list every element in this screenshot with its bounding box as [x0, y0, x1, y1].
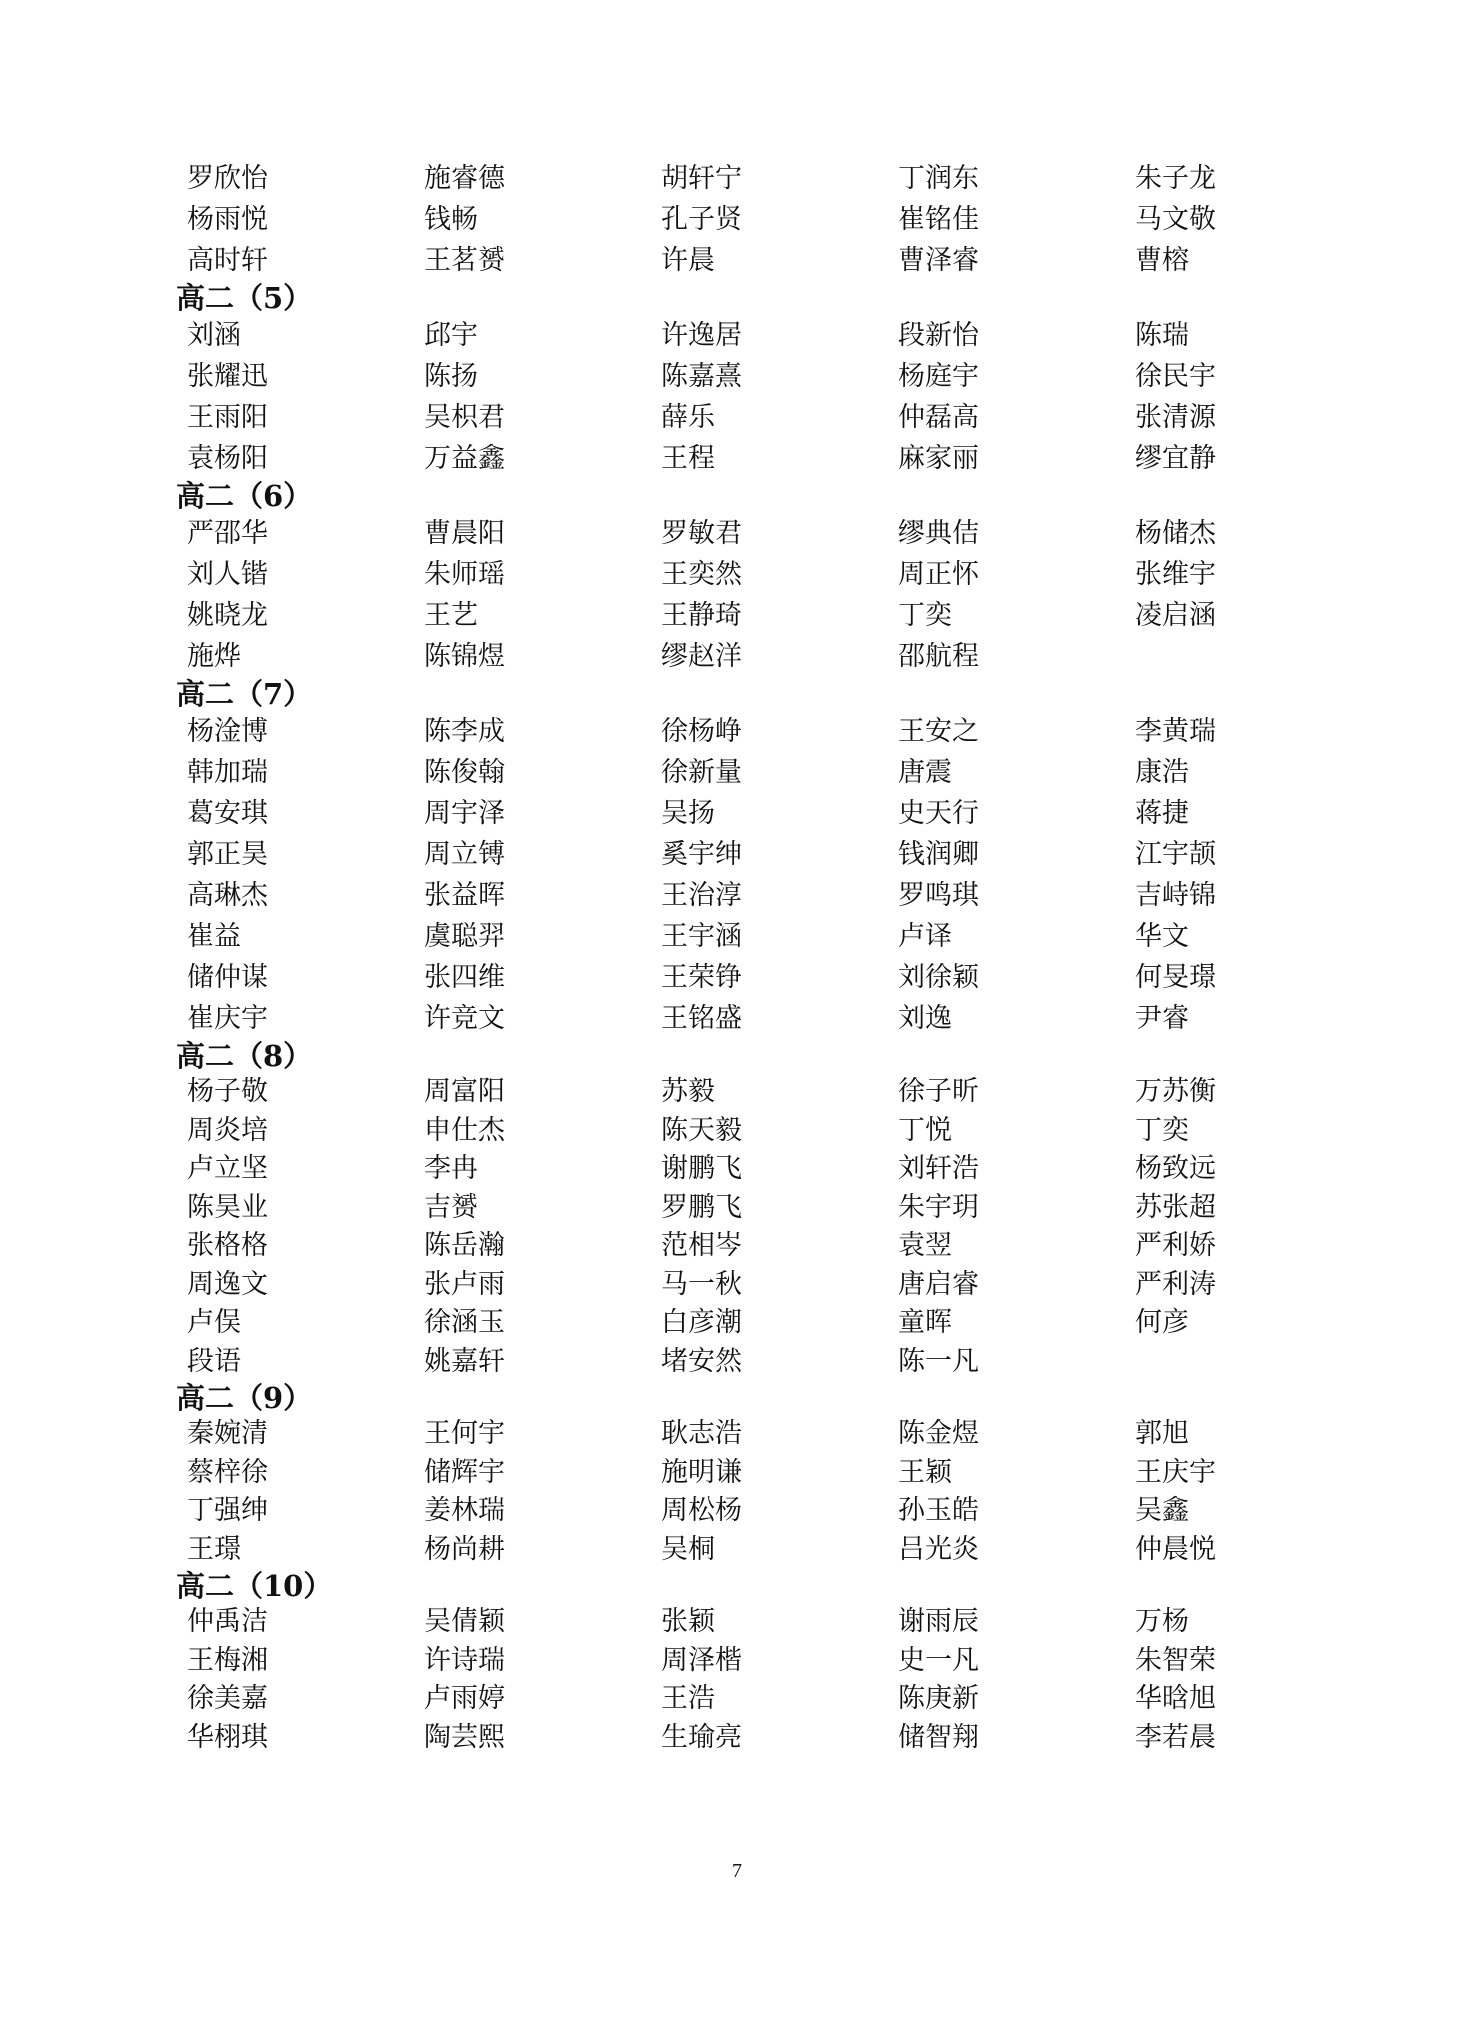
- student-name: 姜林瑞: [424, 1495, 505, 1527]
- class-heading: 高二（6）: [176, 479, 313, 513]
- student-name: 凌启涵: [1135, 599, 1216, 631]
- student-name: 范相岑: [661, 1230, 742, 1262]
- name-row: [176, 1454, 1376, 1493]
- student-name: 吕光炎: [898, 1533, 979, 1565]
- student-name: 王颖: [898, 1456, 952, 1488]
- name-row: [176, 957, 1376, 998]
- student-name: 王程: [661, 442, 715, 474]
- class-section: [176, 1381, 1376, 1569]
- student-name: 曹晨阳: [424, 517, 505, 549]
- student-name: 吉赟: [424, 1191, 478, 1223]
- student-name: 马文敬: [1135, 203, 1216, 235]
- student-name: 罗敏君: [661, 517, 742, 549]
- student-name: 王茗赟: [424, 244, 505, 276]
- name-row: [176, 595, 1376, 636]
- student-name: 苏张超: [1135, 1191, 1216, 1223]
- student-name: 陈扬: [424, 360, 478, 392]
- name-row: [176, 1680, 1376, 1719]
- class-section: [176, 158, 1376, 281]
- student-name: 王雨阳: [187, 401, 268, 433]
- student-name: 陈俊翰: [424, 756, 505, 788]
- student-name: 仲磊高: [898, 401, 979, 433]
- student-name: 高时轩: [187, 244, 268, 276]
- student-name: 薛乐: [661, 401, 715, 433]
- student-name: 陈嘉熹: [661, 360, 742, 392]
- student-name: 丁奕: [898, 599, 952, 631]
- student-name: 徐杨峥: [661, 715, 742, 747]
- student-name: 吴倩颖: [424, 1606, 505, 1638]
- student-name: 周炎培: [187, 1114, 268, 1146]
- student-name: 崔益: [187, 920, 241, 952]
- student-name: 储智翔: [898, 1721, 979, 1753]
- name-row: [176, 356, 1376, 397]
- student-name: 杨子敬: [187, 1076, 268, 1108]
- name-row: [176, 315, 1376, 356]
- student-name: 缪典佶: [898, 517, 979, 549]
- student-name: 陈锦煜: [424, 640, 505, 672]
- student-name: 生瑜亮: [661, 1721, 742, 1753]
- class-section: [176, 1039, 1376, 1381]
- student-name: 严邵华: [187, 517, 268, 549]
- student-name: 仲晨悦: [1135, 1533, 1216, 1565]
- name-row: [176, 834, 1376, 875]
- student-name: 刘涵: [187, 319, 241, 351]
- student-name: 尹睿: [1135, 1002, 1189, 1034]
- student-name: 罗鸣琪: [898, 879, 979, 911]
- student-name: 高琳杰: [187, 879, 268, 911]
- class-section: [176, 677, 1376, 1039]
- student-name: 许诗瑞: [424, 1644, 505, 1676]
- student-name: 蒋捷: [1135, 797, 1189, 829]
- student-name: 周立镈: [424, 838, 505, 870]
- student-name: 张维宇: [1135, 558, 1216, 590]
- student-name: 孔子贤: [661, 203, 742, 235]
- student-name: 严利娇: [1135, 1230, 1216, 1262]
- student-name: 李冉: [424, 1153, 478, 1185]
- name-row: [176, 711, 1376, 752]
- student-name: 吉峙锦: [1135, 879, 1216, 911]
- name-row: [176, 1227, 1376, 1266]
- student-name: 王庆宇: [1135, 1456, 1216, 1488]
- name-row: [176, 1266, 1376, 1305]
- name-row: [176, 513, 1376, 554]
- name-row: [176, 793, 1376, 834]
- student-name: 陈庚新: [898, 1683, 979, 1715]
- student-name: 王奕然: [661, 558, 742, 590]
- student-name: 王梅湘: [187, 1644, 268, 1676]
- student-name: 康浩: [1135, 756, 1189, 788]
- student-name: 王何宇: [424, 1418, 505, 1450]
- student-name: 徐子昕: [898, 1076, 979, 1108]
- student-name: 王艺: [424, 599, 478, 631]
- student-name: 张格格: [187, 1230, 268, 1262]
- student-name: 耿志浩: [661, 1418, 742, 1450]
- student-name: 丁奕: [1135, 1114, 1189, 1146]
- student-name: 丁润东: [898, 162, 979, 194]
- student-name: 张益晖: [424, 879, 505, 911]
- student-name: 曹榕: [1135, 244, 1189, 276]
- name-row: [176, 1189, 1376, 1228]
- student-name: 申仕杰: [424, 1114, 505, 1146]
- student-name: 袁翌: [898, 1230, 952, 1262]
- student-name: 朱子龙: [1135, 162, 1216, 194]
- name-row: [176, 1304, 1376, 1343]
- student-name: 郭正昊: [187, 838, 268, 870]
- student-name: 罗欣怡: [187, 162, 268, 194]
- student-name: 史天行: [898, 797, 979, 829]
- student-name: 唐震: [898, 756, 952, 788]
- name-row: [176, 636, 1376, 677]
- student-name: 王荣铮: [661, 961, 742, 993]
- student-name: 段语: [187, 1345, 241, 1377]
- student-name: 严利涛: [1135, 1268, 1216, 1300]
- name-row: [176, 875, 1376, 916]
- name-row: [176, 1719, 1376, 1758]
- student-name: 陶芸熙: [424, 1721, 505, 1753]
- name-row: [176, 438, 1376, 479]
- student-name: 朱宇玥: [898, 1191, 979, 1223]
- name-row: [176, 1415, 1376, 1454]
- student-name: 崔庆宇: [187, 1002, 268, 1034]
- student-name: 陈李成: [424, 715, 505, 747]
- student-name: 王铭盛: [661, 1002, 742, 1034]
- student-name: 史一凡: [898, 1644, 979, 1676]
- student-name: 徐美嘉: [187, 1683, 268, 1715]
- student-name: 陈昊业: [187, 1191, 268, 1223]
- class-section: [176, 1569, 1376, 1757]
- name-row: [176, 1531, 1376, 1570]
- student-name: 周宇泽: [424, 797, 505, 829]
- student-name: 周正怀: [898, 558, 979, 590]
- student-name: 华文: [1135, 920, 1189, 952]
- class-heading: 高二（10）: [176, 1569, 333, 1603]
- student-name: 段新怡: [898, 319, 979, 351]
- student-name: 谢雨辰: [898, 1606, 979, 1638]
- student-name: 杨庭宇: [898, 360, 979, 392]
- student-name: 华晗旭: [1135, 1683, 1216, 1715]
- student-name: 陈瑞: [1135, 319, 1189, 351]
- class-heading: 高二（8）: [176, 1039, 313, 1073]
- student-name: 苏毅: [661, 1076, 715, 1108]
- name-row: [176, 1603, 1376, 1642]
- student-name: 白彦潮: [661, 1307, 742, 1339]
- student-name: 张四维: [424, 961, 505, 993]
- class-section: [176, 479, 1376, 677]
- student-name: 王宇涵: [661, 920, 742, 952]
- student-name: 陈岳瀚: [424, 1230, 505, 1262]
- name-row: [176, 1642, 1376, 1681]
- student-name: 麻家丽: [898, 442, 979, 474]
- student-name: 朱师瑶: [424, 558, 505, 590]
- student-name: 周松杨: [661, 1495, 742, 1527]
- student-name: 吴桐: [661, 1533, 715, 1565]
- student-name: 许晨: [661, 244, 715, 276]
- student-name: 卢俣: [187, 1307, 241, 1339]
- student-name: 施烨: [187, 640, 241, 672]
- student-name: 江宇颉: [1135, 838, 1216, 870]
- student-name: 缪赵洋: [661, 640, 742, 672]
- name-row: [176, 240, 1376, 281]
- student-name: 王静琦: [661, 599, 742, 631]
- page-number: 7: [732, 1860, 742, 1882]
- student-name: 刘人锴: [187, 558, 268, 590]
- class-section: [176, 281, 1376, 479]
- student-name: 邵航程: [898, 640, 979, 672]
- student-name: 刘徐颖: [898, 961, 979, 993]
- name-row: [176, 752, 1376, 793]
- student-name: 姚嘉轩: [424, 1345, 505, 1377]
- student-name: 周泽楷: [661, 1644, 742, 1676]
- student-name: 徐民宇: [1135, 360, 1216, 392]
- student-name: 许竞文: [424, 1002, 505, 1034]
- student-name: 周富阳: [424, 1076, 505, 1108]
- name-row: [176, 916, 1376, 957]
- name-row: [176, 1343, 1376, 1382]
- class-heading: 高二（5）: [176, 281, 313, 315]
- name-row: [176, 998, 1376, 1039]
- student-name: 徐涵玉: [424, 1307, 505, 1339]
- student-name: 陈金煜: [898, 1418, 979, 1450]
- student-name: 陈天毅: [661, 1114, 742, 1146]
- name-row: [176, 1150, 1376, 1189]
- student-name: 卢立坚: [187, 1153, 268, 1185]
- student-name: 王璟: [187, 1533, 241, 1565]
- student-name: 杨储杰: [1135, 517, 1216, 549]
- student-name: 储仲谋: [187, 961, 268, 993]
- student-name: 张耀迅: [187, 360, 268, 392]
- name-row: [176, 397, 1376, 438]
- student-name: 杨尚耕: [424, 1533, 505, 1565]
- student-name: 李黄瑞: [1135, 715, 1216, 747]
- student-name: 孙玉皓: [898, 1495, 979, 1527]
- student-name: 唐启睿: [898, 1268, 979, 1300]
- student-name: 袁杨阳: [187, 442, 268, 474]
- name-row: [176, 1112, 1376, 1151]
- student-name: 韩加瑞: [187, 756, 268, 788]
- student-name: 童晖: [898, 1307, 952, 1339]
- student-name: 谢鹏飞: [661, 1153, 742, 1185]
- student-name: 吴扬: [661, 797, 715, 829]
- student-name: 钱畅: [424, 203, 478, 235]
- student-name: 胡轩宁: [661, 162, 742, 194]
- student-name: 许逸居: [661, 319, 742, 351]
- student-name: 刘逸: [898, 1002, 952, 1034]
- student-name: 奚宇绅: [661, 838, 742, 870]
- student-name: 秦婉清: [187, 1418, 268, 1450]
- student-name: 张清源: [1135, 401, 1216, 433]
- name-row: [176, 158, 1376, 199]
- student-name: 仲禹洁: [187, 1606, 268, 1638]
- student-name: 堵安然: [661, 1345, 742, 1377]
- name-row: [176, 1073, 1376, 1112]
- student-name: 姚晓龙: [187, 599, 268, 631]
- student-name: 万苏衡: [1135, 1076, 1216, 1108]
- student-name: 徐新量: [661, 756, 742, 788]
- student-name: 施睿德: [424, 162, 505, 194]
- student-name: 王治淳: [661, 879, 742, 911]
- student-name: 何彦: [1135, 1307, 1189, 1339]
- student-name: 钱润卿: [898, 838, 979, 870]
- student-name: 虞聪羿: [424, 920, 505, 952]
- student-name: 吴鑫: [1135, 1495, 1189, 1527]
- class-heading: 高二（7）: [176, 677, 313, 711]
- student-name: 郭旭: [1135, 1418, 1189, 1450]
- student-name: 王安之: [898, 715, 979, 747]
- student-name: 储辉宇: [424, 1456, 505, 1488]
- student-name: 杨雨悦: [187, 203, 268, 235]
- student-name: 何旻璟: [1135, 961, 1216, 993]
- student-name: 葛安琪: [187, 797, 268, 829]
- student-name: 朱智荣: [1135, 1644, 1216, 1676]
- student-name: 李若晨: [1135, 1721, 1216, 1753]
- student-name: 吴枳君: [424, 401, 505, 433]
- student-name: 王浩: [661, 1683, 715, 1715]
- name-list: [176, 158, 1376, 1757]
- student-name: 罗鹏飞: [661, 1191, 742, 1223]
- student-name: 卢译: [898, 920, 952, 952]
- name-row: [176, 554, 1376, 595]
- student-name: 卢雨婷: [424, 1683, 505, 1715]
- student-name: 万杨: [1135, 1606, 1189, 1638]
- name-row: [176, 1492, 1376, 1531]
- class-heading: 高二（9）: [176, 1381, 313, 1415]
- student-name: 施明谦: [661, 1456, 742, 1488]
- student-name: 丁悦: [898, 1114, 952, 1146]
- name-row: [176, 199, 1376, 240]
- student-name: 周逸文: [187, 1268, 268, 1300]
- student-name: 邱宇: [424, 319, 478, 351]
- student-name: 张颖: [661, 1606, 715, 1638]
- student-name: 陈一凡: [898, 1345, 979, 1377]
- student-name: 张卢雨: [424, 1268, 505, 1300]
- student-name: 马一秋: [661, 1268, 742, 1300]
- student-name: 杨淦博: [187, 715, 268, 747]
- student-name: 华栩琪: [187, 1721, 268, 1753]
- student-name: 万益鑫: [424, 442, 505, 474]
- student-name: 缪宜静: [1135, 442, 1216, 474]
- student-name: 刘轩浩: [898, 1153, 979, 1185]
- student-name: 蔡梓徐: [187, 1456, 268, 1488]
- student-name: 丁强绅: [187, 1495, 268, 1527]
- student-name: 杨致远: [1135, 1153, 1216, 1185]
- student-name: 曹泽睿: [898, 244, 979, 276]
- student-name: 崔铭佳: [898, 203, 979, 235]
